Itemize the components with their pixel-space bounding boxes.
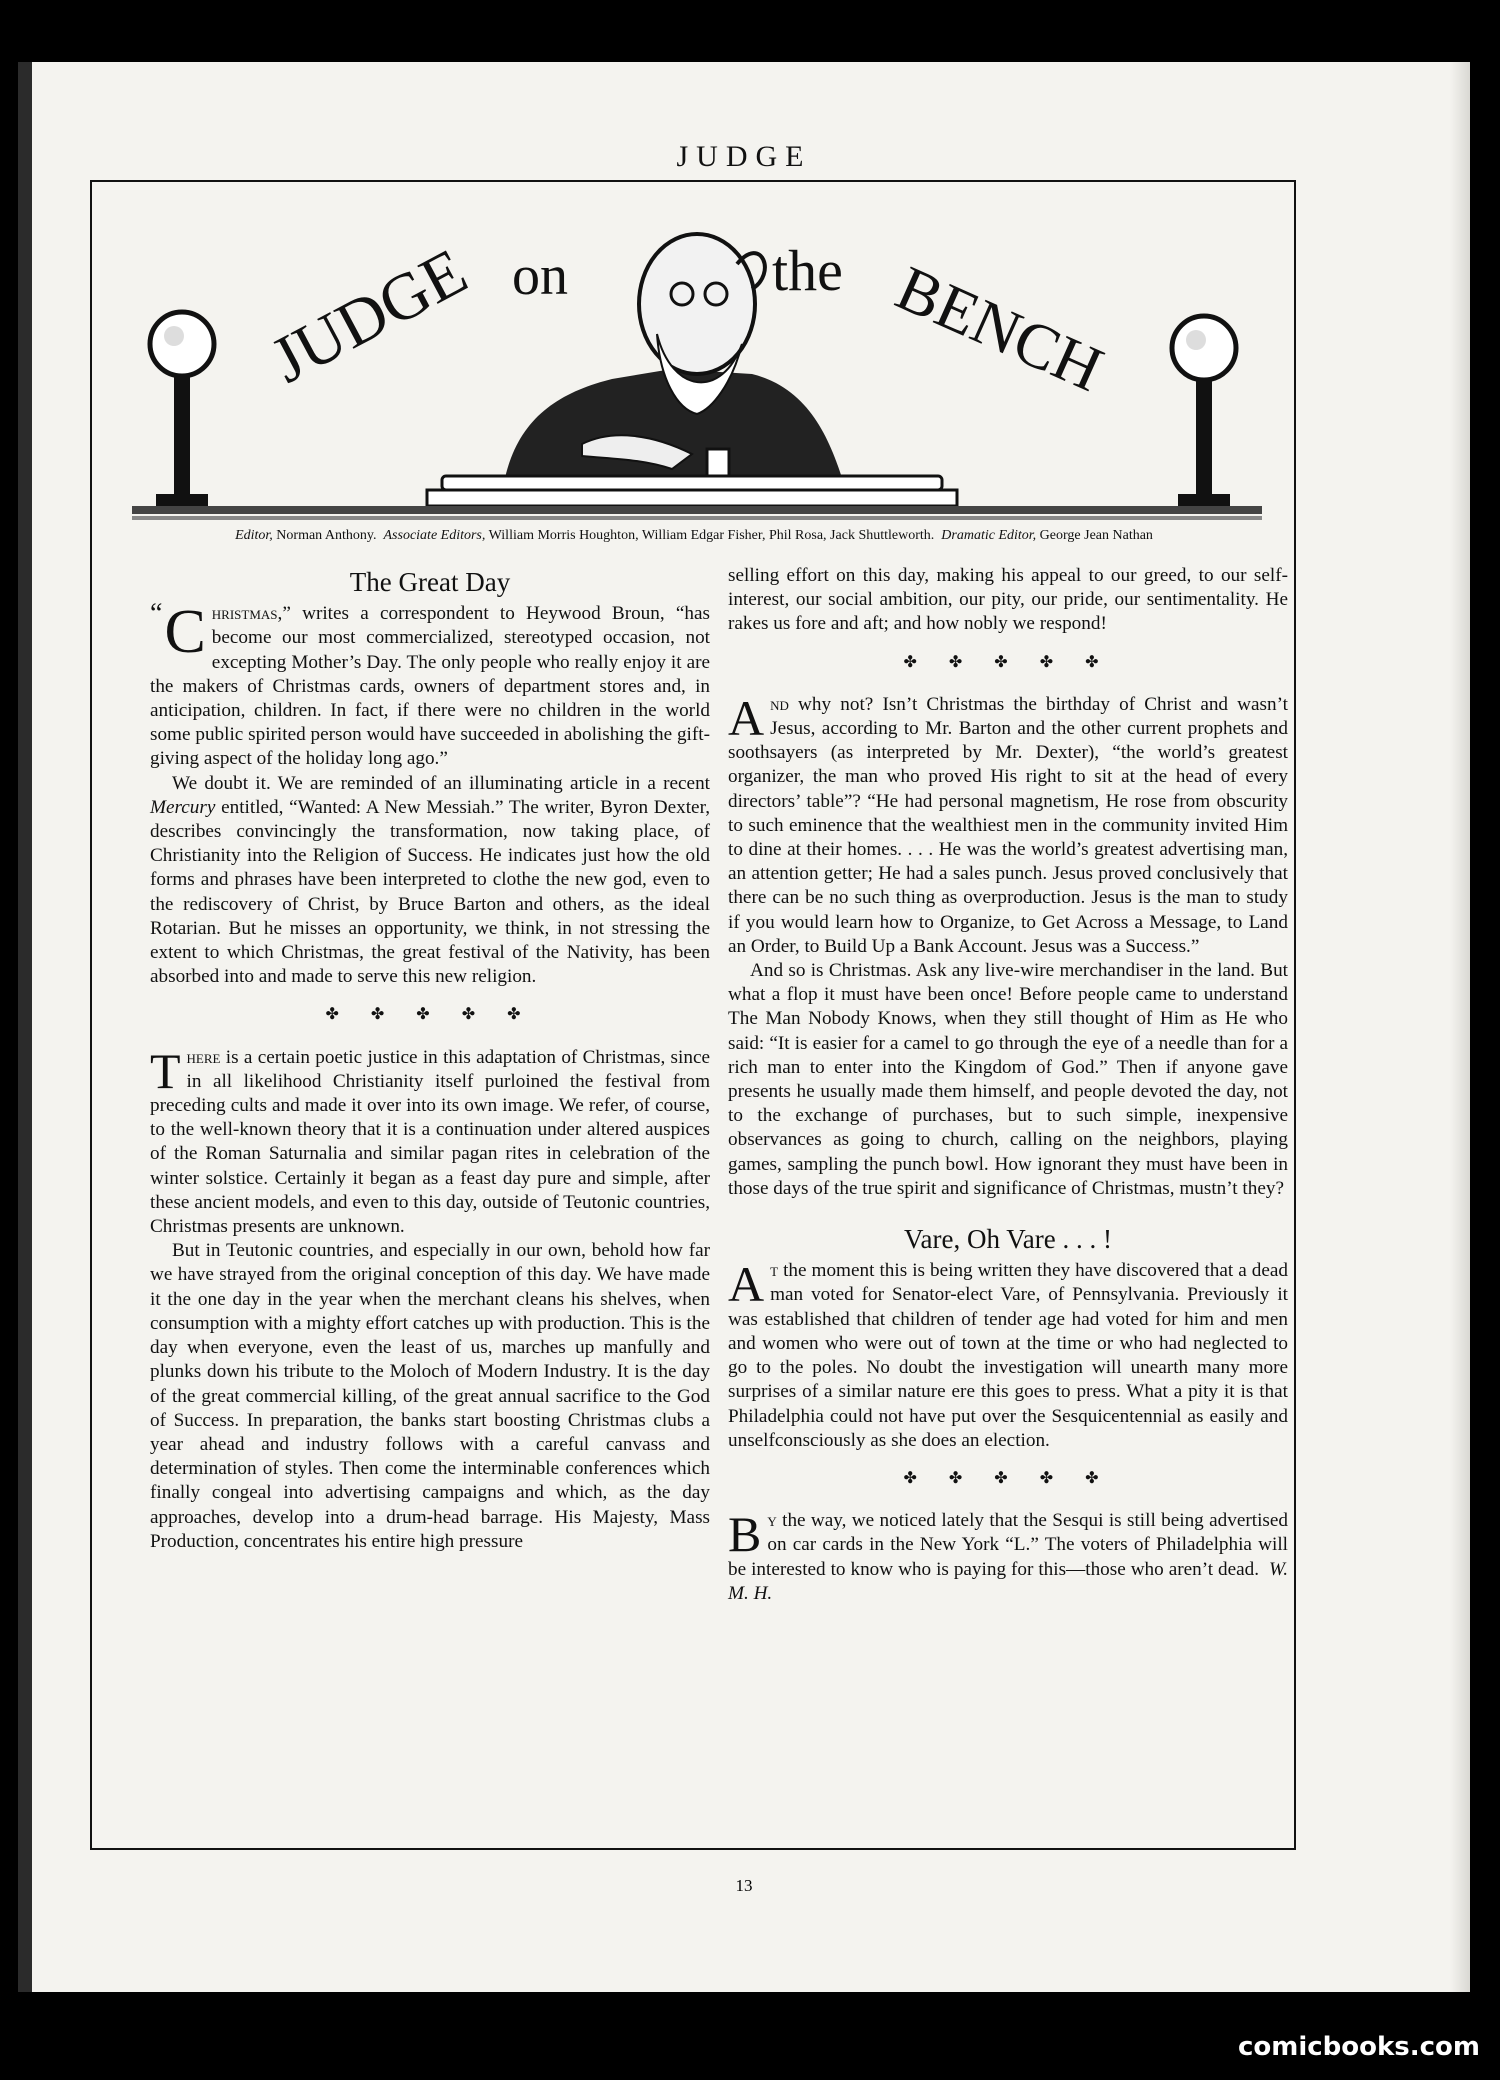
page-number: 13 — [735, 1876, 753, 1895]
right-lamp-post-icon — [1172, 316, 1236, 506]
drop-cap: A — [728, 1256, 765, 1313]
judge-on-the-bench-illustration — [112, 194, 1272, 524]
editor-name: Norman Anthony. — [276, 528, 377, 543]
bench-icon — [132, 476, 1262, 520]
editorial-credits — [112, 528, 1276, 544]
section-divider-stars: ✤ ✤ ✤ ✤ ✤ — [325, 1006, 535, 1024]
associate-editors-names: William Morris Houghton, William Edgar Fisher, Phil Rosa, Jack Shuttleworth. — [488, 528, 935, 543]
left-column — [150, 567, 710, 1554]
associate-editors-label: Associate Editors, — [383, 528, 486, 543]
dramatic-editor-label: Dramatic Editor, — [941, 528, 1037, 543]
left-lamp-post-icon — [150, 312, 214, 506]
dramatic-editor-name: George Jean Nathan — [1039, 528, 1153, 543]
author-signature: W. M. H. — [728, 1558, 1289, 1604]
paragraph: There is a certain poetic justice in this adaptation of Christmas, since in all likelihood Christianity itself purloined the festival from preceding cults and made it over into its own image. We refer, of course, to the well-known theory that it is a continuation under altered auspices of the Roman Saturnalia and similar pagan rites in celebration of the winter solstice. Certainly it began as a feast day pure and simple, after these ancient models, and even to this day, outside of Teutonic countries, Christmas presents are unknown. — [150, 1042, 710, 1238]
paragraph: At the moment this is being written they have discovered that a dead man voted for Senator-elect Vare, of Pennsylvania. Previously it was established that children of tender age had voted for him and men and women who were out of town at the time or who had neglected to go to the poles. No doubt the investigation will unearth many more surprises of a similar nature ere this goes to press. What a pity it is that Philadelphia could not have put over the Sesquicentennial as easily and unselfconsciously as she does an election. — [728, 1256, 1288, 1451]
paragraph: And why not? Isn’t Christmas the birthday of Christ and wasn’t Jesus, according to Mr. Barton and the other current prophets and soothsayers (as interpreted by Mr. Dexter), “the world’s greatest organizer, the man who proved His right to sit at the head of every directors’ table”? “He had personal magnetism, He rose from obscurity to such eminence that the wealthiest men in the community invited Him to dine at their homes. . . . He was the world’s greatest advertising man, an attention getter; He had a sales punch. Jesus proved conclusively that there can be no such thing as overproduction. Jesus is the man to study if you would learn how to Organize, to Get Across a Message, to Land an Order, to Build Up a Bank Account. Jesus was a Success.” — [728, 689, 1288, 957]
section-divider-stars: ✤ ✤ ✤ ✤ ✤ — [903, 1469, 1113, 1487]
paragraph: We doubt it. We are reminded of an illuminating article in a recent Mercury entitled, “Wanted: A New Messiah.” The writer, Byron Dexter, describes convincingly the transformation, now taking place, of Christianity into the Religion of Success. He indicates just how the old forms and phrases have been interpreted to clothe the new god, even to the rediscovery of Christ, by Bruce Barton and others, as the ideal Rotarian. But he misses an opportunity, we think, in not stressing the extent to which Christmas, the great festival of the Nativity, has been absorbed into and made to serve this new religion. — [150, 772, 710, 988]
drop-cap: A — [728, 689, 765, 746]
paragraph: By the way, we noticed lately that the Sesqui is still being advertised on car cards in the New York “L.” The voters of Philadelphia will be interested to know who is paying for this—those who aren’t dead. W. M. H. — [728, 1506, 1289, 1604]
drop-cap: C — [164, 598, 206, 667]
article-title-vare: Vare, Oh Vare . . . ! — [904, 1224, 1112, 1255]
title-word-judge: JUDGE — [259, 234, 479, 398]
title-word-the: the — [772, 238, 843, 303]
binding-spine — [18, 62, 32, 1992]
page-edge-shadow — [1450, 62, 1470, 1992]
title-word-on: on — [512, 245, 568, 307]
title-word-bench: BENCH — [886, 251, 1114, 406]
paragraph: “ C hristmas,” writes a correspondent to Heywood Broun, “has become our most commercialized, stereotyped occasion, not excepting Mother’s Day. The only people who really enjoy it are the makers of Christmas cards, owners of department stores and, in anticipation, children. In fact, if there were no children in the world some public spirited person would have succeeded in abolishing the gift-giving aspect of the holiday long ago.” — [150, 598, 710, 770]
paragraph: And so is Christmas. Ask any live-wire merchandiser in the land. But what a flop it must have been once! Before people came to understand The Man Nobody Knows, when they still thought of Him as He who said: “It is easier for a camel to go through the eye of a needle than for a rich man to enter into the Kingdom of God.” Then if anyone gave presents he usually made them himself, and people devoted the day, not to the exchange of purchases, but to such simple, inexpensive observances as going to church, calling on the neighbors, playing games, sampling the punch bowl. How ignorant they must have been in those days of the true spirit and significance of Christmas, mustn’t they? — [728, 960, 1288, 1199]
section-divider-stars: ✤ ✤ ✤ ✤ ✤ — [903, 653, 1113, 671]
editor-label: Editor, — [235, 528, 273, 543]
article-title-great-day: The Great Day — [349, 567, 511, 597]
site-watermark: comicbooks.com — [1237, 2032, 1480, 2062]
paragraph: selling effort on this day, making his appeal to our greed, to our self-interest, our social ambition, our pity, our pride, our sentimentality. He rakes us fore and aft; and how nobly we respond! — [728, 565, 1288, 635]
content-frame — [90, 180, 1296, 1850]
paragraph: But in Teutonic countries, and especially in our own, behold how far we have strayed from the original conception of this day. We have made it the one day in the year when the merchant cleans his shelves, when consumption with a mighty effort catches up with production. This is the day when everyone, even the least of us, marches up manfully and plunks down his tribute to the Moloch of Modern Industry. It is the day of the great commercial killing, of the great annual sacrifice to the God of Success. In preparation, the banks start boosting Christmas clubs a year ahead and industry follows with a careful canvass and determination of styles. Then come the interminable conferences which finally congeal into advertising campaigns and which, as the day approaches, develop into a drum-head barrage. His Majesty, Mass Production, concentrates his entire high pressure — [150, 1240, 710, 1552]
right-column — [728, 564, 1288, 1606]
drop-cap: B — [728, 1506, 762, 1563]
running-head: JUDGE — [676, 140, 812, 173]
drop-cap: T — [150, 1042, 181, 1099]
magazine-page — [18, 62, 1470, 1992]
